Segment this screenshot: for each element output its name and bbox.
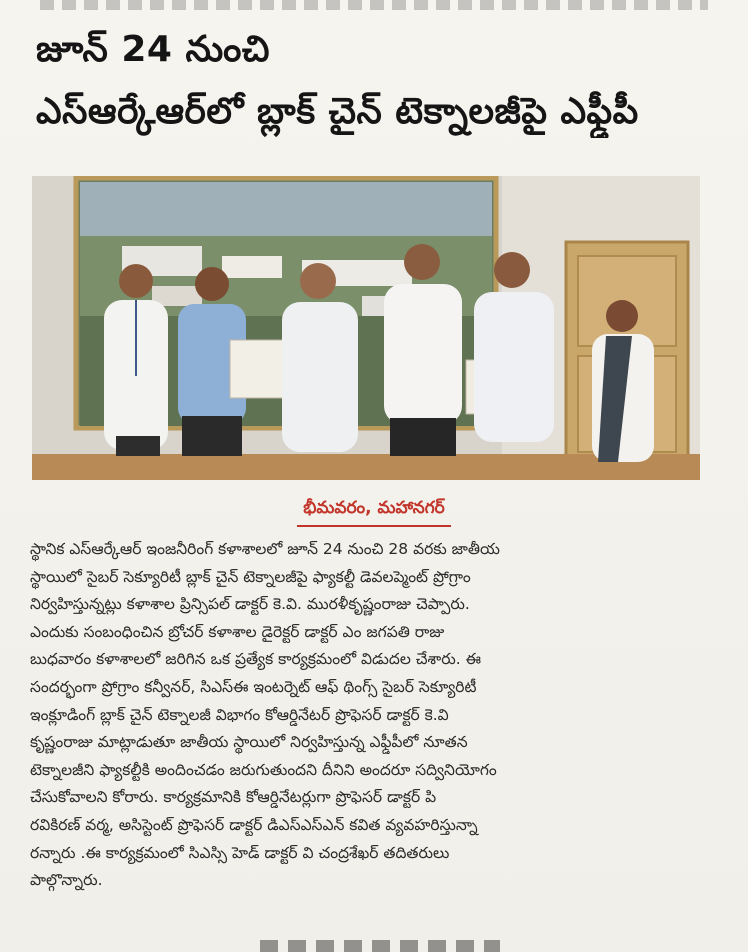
body-line: స్థానిక ఎస్ఆర్కేఆర్ ఇంజనీరింగ్ కళాశాలలో జూన్ 24 నుంచి 28 వరకు జాతీయ: [30, 540, 500, 558]
body-line: స్థాయిలో సైబర్ సెక్యూరిటీ బ్లాక్ చైన్ టెక్నాలజీపై ఫ్యాకల్టీ డెవలప్మెంట్ ప్రోగ్రాం: [30, 567, 471, 586]
article-body: [30, 536, 714, 895]
cut-next-article: [260, 940, 500, 952]
body-line: రన్నారు .ఈ కార్యక్రమంలో సిఎస్సి హెడ్ డాక్టర్ వి చంద్రశేఖర్ తదితరులు: [30, 843, 450, 862]
body-line: టెక్నాలజీని ఫ్యాకల్టీకి అందించడం జరుగుతుందని దీనిని అందరూ సద్వినియోగం: [30, 760, 497, 779]
dateline: భీమవరం, మహానగర్: [297, 498, 450, 527]
body-line: రవికిరణ్ వర్మ, అసిస్టెంట్ ప్రొఫెసర్ డాక్టర్ డిఎస్ఎస్ఎన్ కవిత వ్యవహరిస్తున్నా: [30, 815, 478, 834]
body-line: బుధవారం కళాశాలలో జరిగిన ఒక ప్రత్యేక కార్యక్రమంలో విడుదల చేశారు. ఈ: [30, 650, 482, 669]
body-line: ఎందుకు సంబంధించిన బ్రోచర్ కళాశాల డైరెక్టర్ డాక్టర్ ఎం జగపతి రాజు: [30, 622, 445, 641]
headline-line-1: జూన్ 24 నుంచి: [36, 29, 271, 70]
body-line: ఇంక్లూడింగ్ బ్లాక్ చైన్ టెక్నాలజీ విభాగం కోఆర్డినేటర్ ప్రొఫెసర్ డాక్టర్ కె.వి: [30, 705, 449, 724]
body-line: చేసుకోవాలని కోరారు. కార్యక్రమానికి కోఆర్డినేటర్లుగా ప్రొఫెసర్ డాక్టర్ పి: [30, 788, 437, 807]
news-photo: [32, 176, 700, 480]
photo-illustration: [32, 176, 700, 480]
headline-line-2: ఎస్ఆర్కేఆర్‌లో బ్లాక్ చైన్ టెక్నాలజీపై ఎఫ్డీపీ: [36, 91, 639, 132]
cut-previous-article: [40, 0, 708, 10]
body-line: కృష్ణంరాజు మాట్లాడుతూ జాతీయ స్థాయిలో నిర్వహిస్తున్న ఎఫ్డీపీలో నూతన: [30, 733, 468, 752]
body-line: సందర్భంగా ప్రోగ్రాం కన్వీనర్, సిఎస్ఈ ఇంటర్నెట్ ఆఫ్ థింగ్స్ సైబర్ సెక్యూరిటీ: [30, 677, 477, 696]
body-line: నిర్వహిస్తున్నట్లు కళాశాల ప్రిన్సిపల్ డాక్టర్ కె.వి. మురళీకృష్ణంరాజు చెప్పారు.: [30, 595, 470, 614]
body-line: పాల్గొన్నారు.: [30, 871, 103, 890]
